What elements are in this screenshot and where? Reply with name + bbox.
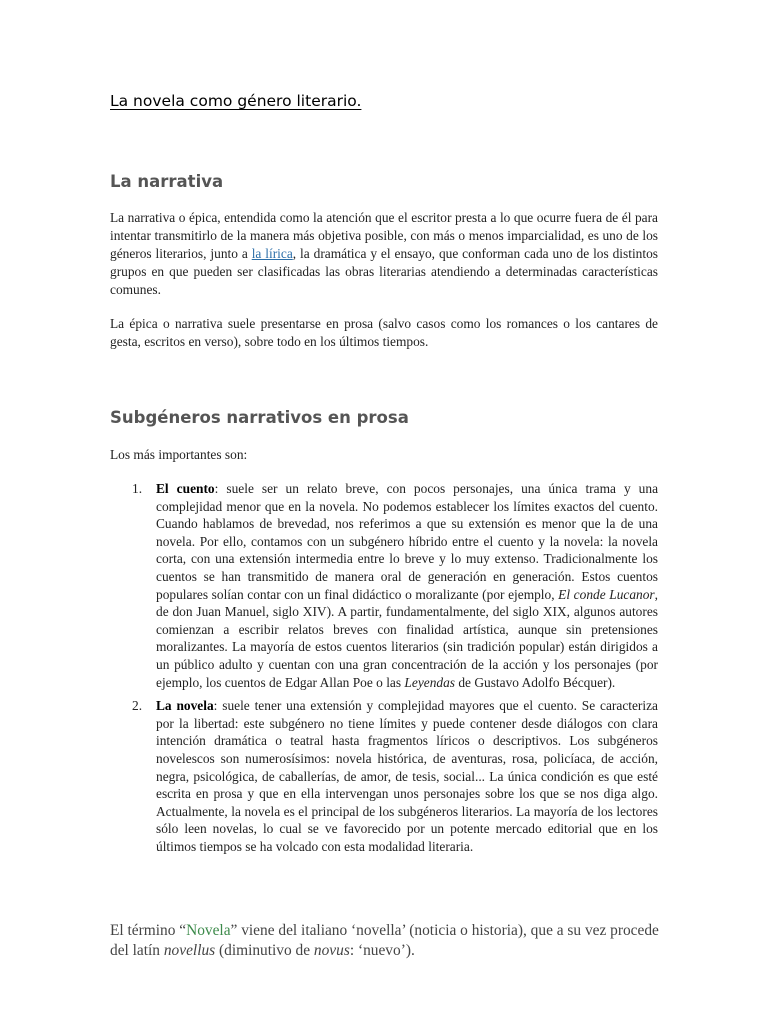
title-el-conde-lucanor: El conde Lucanor [558,586,655,602]
closing-text: (diminutivo de [215,942,314,959]
heading-la-narrativa: La narrativa [110,172,224,191]
list-number: 2. [132,698,143,714]
list-item-cuento [110,480,658,691]
document-title: La novela como género literario. [110,92,362,110]
link-la-lirica[interactable]: la lírica [251,246,293,261]
latin-novus: novus [313,942,350,959]
closing-etymology [110,921,660,961]
term-el-cuento: El cuento [156,481,215,496]
closing-text: El término “ [110,922,187,939]
item-text: : suele ser un relato breve, con pocos personajes, una única trama y una complejidad menor que en la novela. No podemos establecer los límites exactos del cuento. Cuando hablamos de brevedad, nos referimos a que su extensión es menor que la de una novela. Por ello, contamos con un subgénero híbrido entre el cuento y la novela: la novela corta, con una extensión intermedia entre lo breve y lo muy extenso. Tradicionalmente los cuentos se han transmitido de manera oral de generación en generación. Estos cuentos populares solían contar con un final didáctico o moralizante (por ejemplo, [156,481,659,602]
closing-text: ” viene del italiano ‘novella’ (noticia o historia), que a su vez procede del latín [110,922,659,959]
paragraph-text: La narrativa o épica, entendida como la atención que el escritor presta a lo que ocurre fuera de él para intentar transmitirlo de la manera más objetiva posible, con más o menos imparcialidad, es uno de los géneros literarios, junto a [110,210,658,261]
closing-text: : ‘nuevo’). [349,942,415,959]
title-leyendas: Leyendas [404,674,455,690]
paragraph-text: , la dramática y el ensayo, que conforman cada uno de los distintos grupos en que pueden ser clasificadas las obras literarias atendiendo a determinadas características comunes. [110,246,658,297]
paragraph-epica-prosa: La épica o narrativa suele presentarse en prosa (salvo casos como los romances o los cantares de gesta, escritos en verso), sobre todo en los últimos tiempos. [110,316,658,349]
paragraph-narrativa-definition [110,209,658,299]
list-number: 1. [132,481,143,496]
item-text: , de don Juan Manuel, siglo XIV). A partir, fundamentalmente, del siglo XIX, algunos autores comienzan a escribir relatos breves con finalidad artística, aunque sin pretensiones moralizantes. La mayoría de estos cuentos literarios (sin tradición popular) están dirigidos a un público adulto y cuentan con una gran concentración de la acción y los personajes (por ejemplo, los cuentos de Edgar Allan Poe o las [156,586,658,690]
term-la-novela: La novela [156,698,214,714]
item-text: : suele tener una extensión y complejidad mayores que el cuento. Se caracteriza por la libertad: este subgénero no tiene límites y puede contener desde diálogos con clara intención dramática o teatral hasta fragmentos líricos o descriptivos. Los subgéneros novelescos son numerosísimos: novela histórica, de aventuras, rosa, policíaca, de acción, negra, psicológica, de caballerías, de amor, de tesis, social... La única condición es que esté escrita en prosa y que en ella intervengan unos personajes sobre los que se nos diga algo. Actualmente, la novela es el principal de los subgéneros literarios. La mayoría de los lectores sólo leen novelas, lo cual se ve favorecido por un potente mercado editorial que en los últimos tiempos se ha volcado con esta modalidad literaria. [156,698,659,854]
list-intro: Los más importantes son: [110,447,248,462]
heading-subgeneros: Subgéneros narrativos en prosa [110,408,409,427]
subgenre-list [110,480,658,861]
list-item-novela [110,697,658,855]
item-text: de Gustavo Adolfo Bécquer). [455,674,616,690]
latin-novellus: novellus [163,942,216,959]
highlight-novela: Novela [186,922,231,939]
